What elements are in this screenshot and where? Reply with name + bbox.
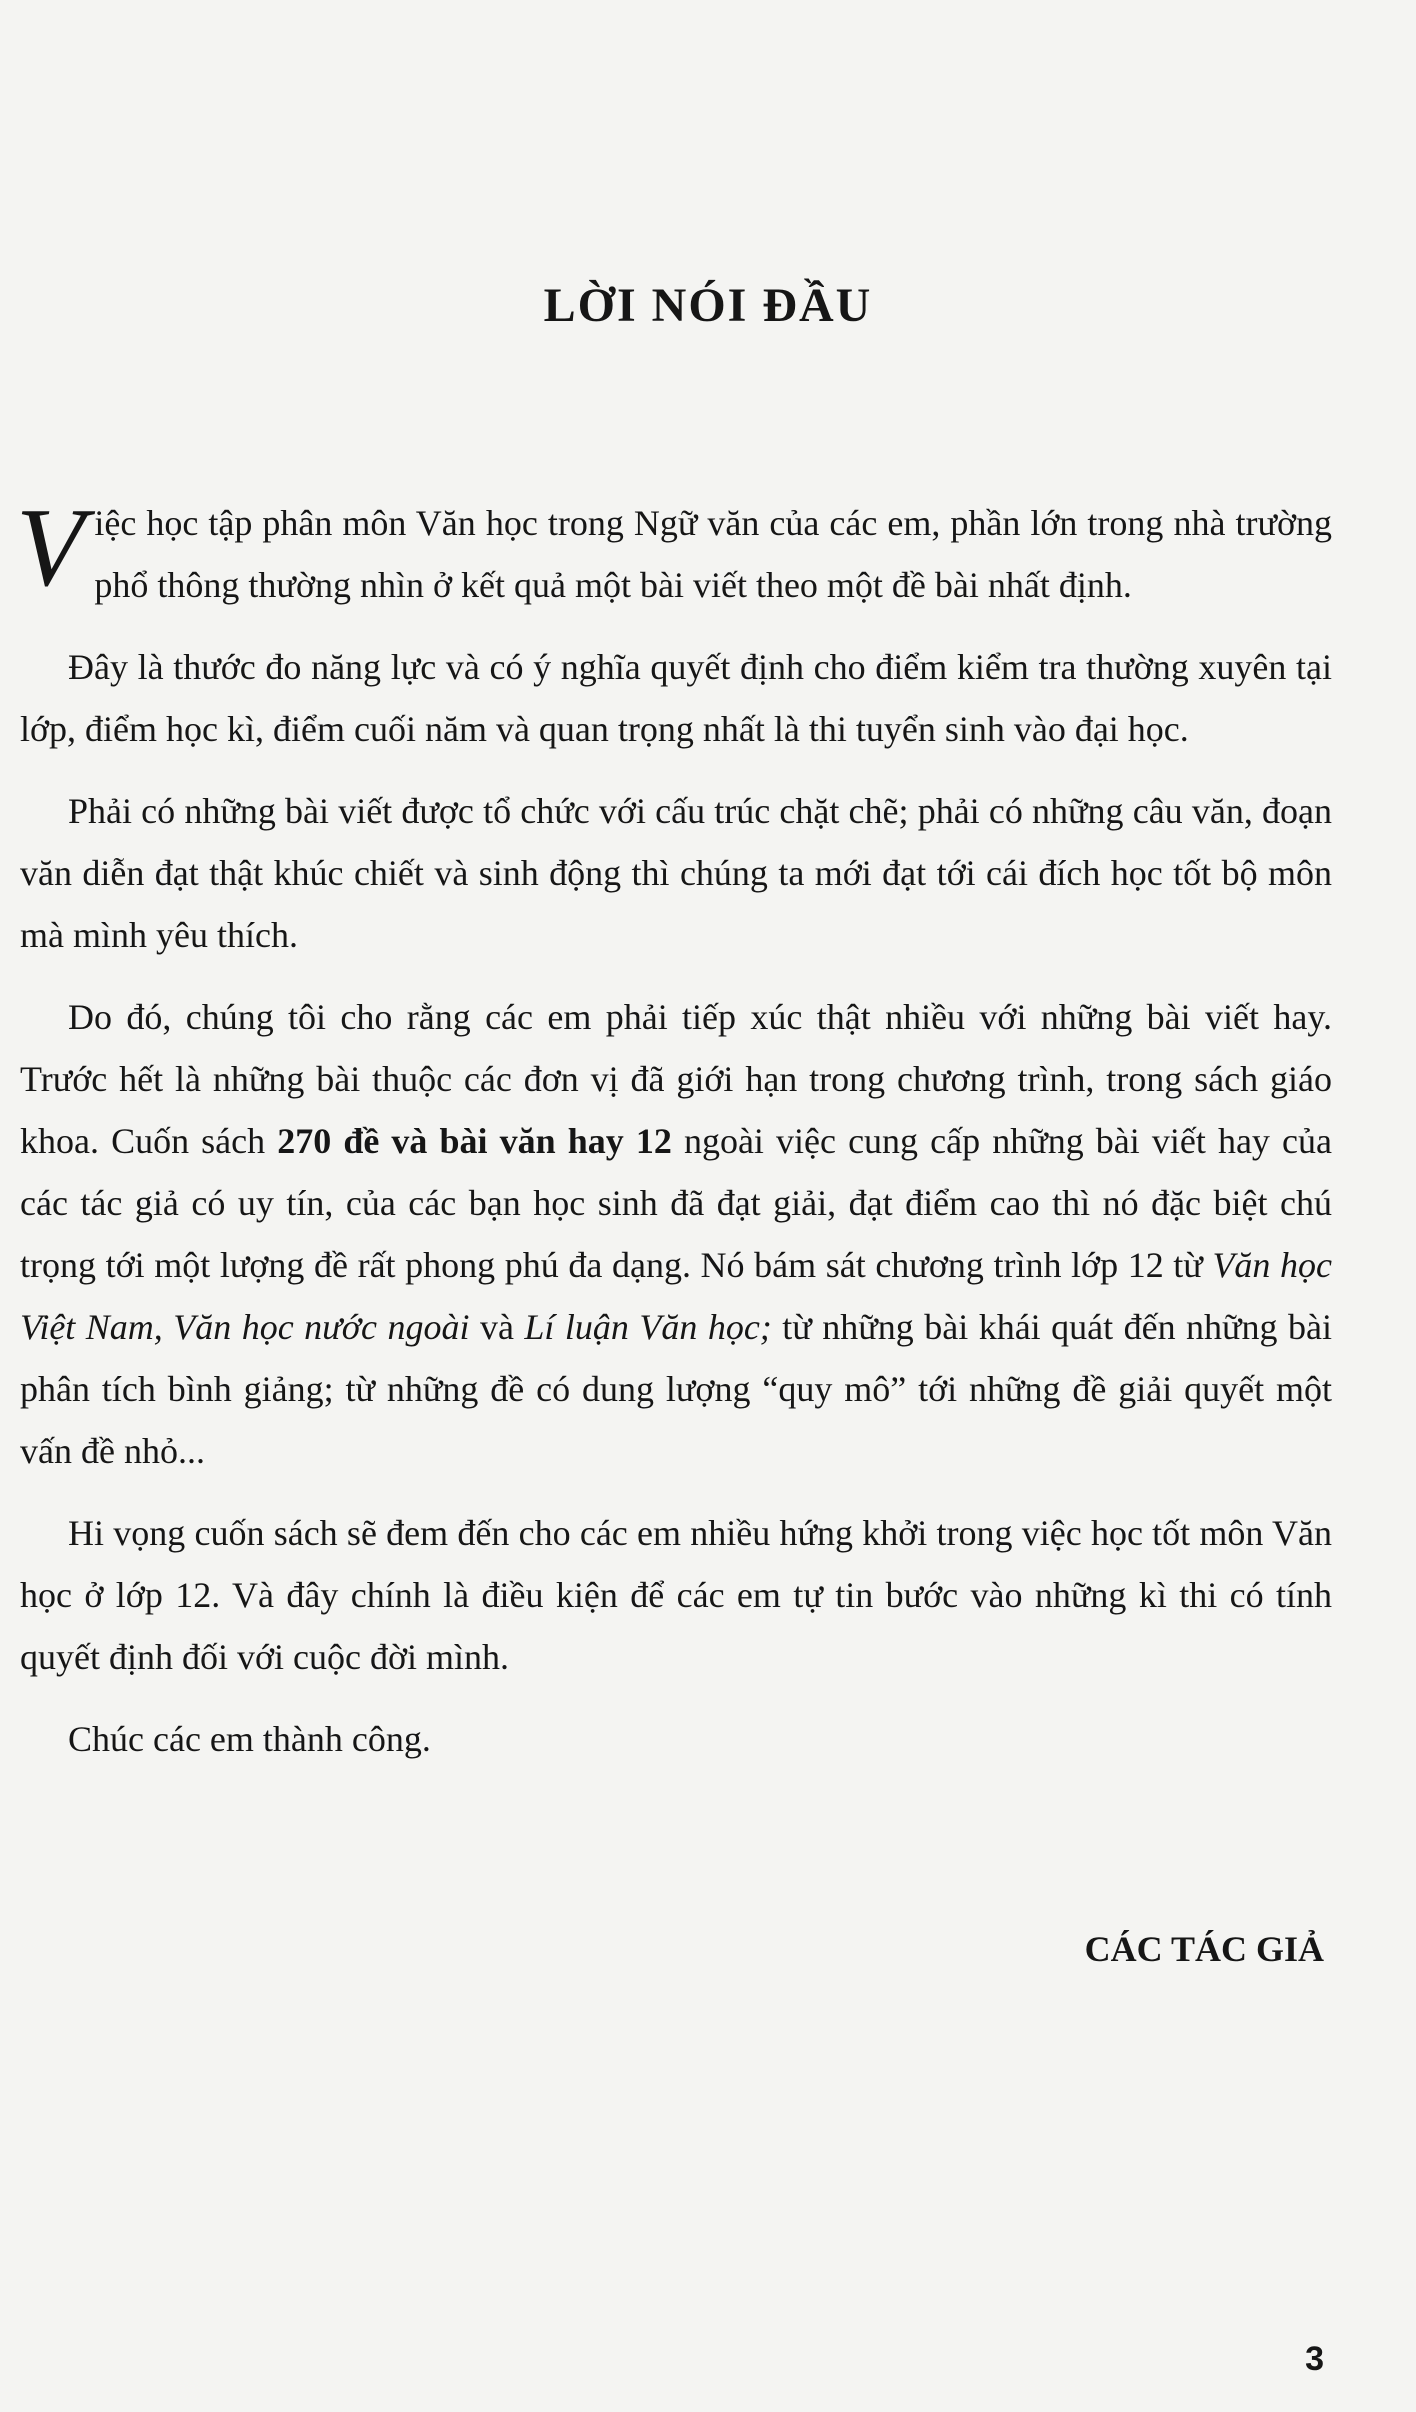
book-title: 270 đề và bài văn hay 12	[277, 1121, 672, 1161]
page-title: LỜI NÓI ĐẦU	[543, 279, 873, 332]
signature: CÁC TÁC GIẢ	[1084, 1929, 1324, 1969]
paragraph-1	[16, 486, 1332, 616]
paragraph-6: Chúc các em thành công.	[68, 1719, 431, 1759]
paragraph-3: Phải có những bài viết được tổ chức với cấu trúc chặt chẽ; phải có những câu văn, đoạn văn diễn đạt thật khúc chiết và sinh động thì chúng ta mới đạt tới cái đích học tốt bộ môn mà mình yêu thích.	[20, 791, 1332, 955]
preface-body	[16, 486, 1333, 1790]
curriculum-italic-2: Lí luận Văn học;	[524, 1307, 772, 1347]
paragraph-2: Đây là thước đo năng lực và có ý nghĩa quyết định cho điểm kiểm tra thường xuyên tại lớp, điểm học kì, điểm cuối năm và quan trọng nhất là thi tuyển sinh vào đại học.	[20, 647, 1332, 749]
paragraph-1-text: iệc học tập phân môn Văn học trong Ngữ văn của các em, phần lớn trong nhà trường phổ thông thường nhìn ở kết quả một bài viết theo một đề bài nhất định.	[94, 503, 1332, 605]
curriculum-italic-1: Văn học Việt Nam, Văn học nước ngoài	[20, 1245, 1333, 1347]
paragraph-4-part-3: và	[469, 1307, 525, 1347]
page-number: 3	[1305, 2340, 1324, 2378]
paragraph-5: Hi vọng cuốn sách sẽ đem đến cho các em nhiều hứng khởi trong việc học tốt môn Văn học ở lớp 12. Và đây chính là điều kiện để các em tự tin bước vào những kì thi có tính quyết định đối với cuộc đời mình.	[20, 1513, 1332, 1677]
drop-cap: V	[16, 486, 85, 610]
paragraph-4-part-4: từ những bài khái quát đến những bài phân tích bình giảng; từ những đề có dung lượng “quy mô” tới những đề giải quyết một vấn đề nhỏ...	[20, 1307, 1333, 1471]
paragraph-4-part-2: ngoài việc cung cấp những bài viết hay của các tác giả có uy tín, của các bạn học sinh đã đạt giải, đạt điểm cao thì nó đặc biệt chú trọng tới một lượng đề rất phong phú đa dạng. Nó bám sát chương trình lớp 12 từ	[20, 1121, 1332, 1285]
paragraph-4-part-1: Do đó, chúng tôi cho rằng các em phải tiếp xúc thật nhiều với những bài viết hay. Trước hết là những bài thuộc các đơn vị đã giới hạn trong chương trình, trong sách giáo khoa. Cuốn sách	[20, 997, 1332, 1161]
paragraph-4	[20, 986, 1332, 1482]
